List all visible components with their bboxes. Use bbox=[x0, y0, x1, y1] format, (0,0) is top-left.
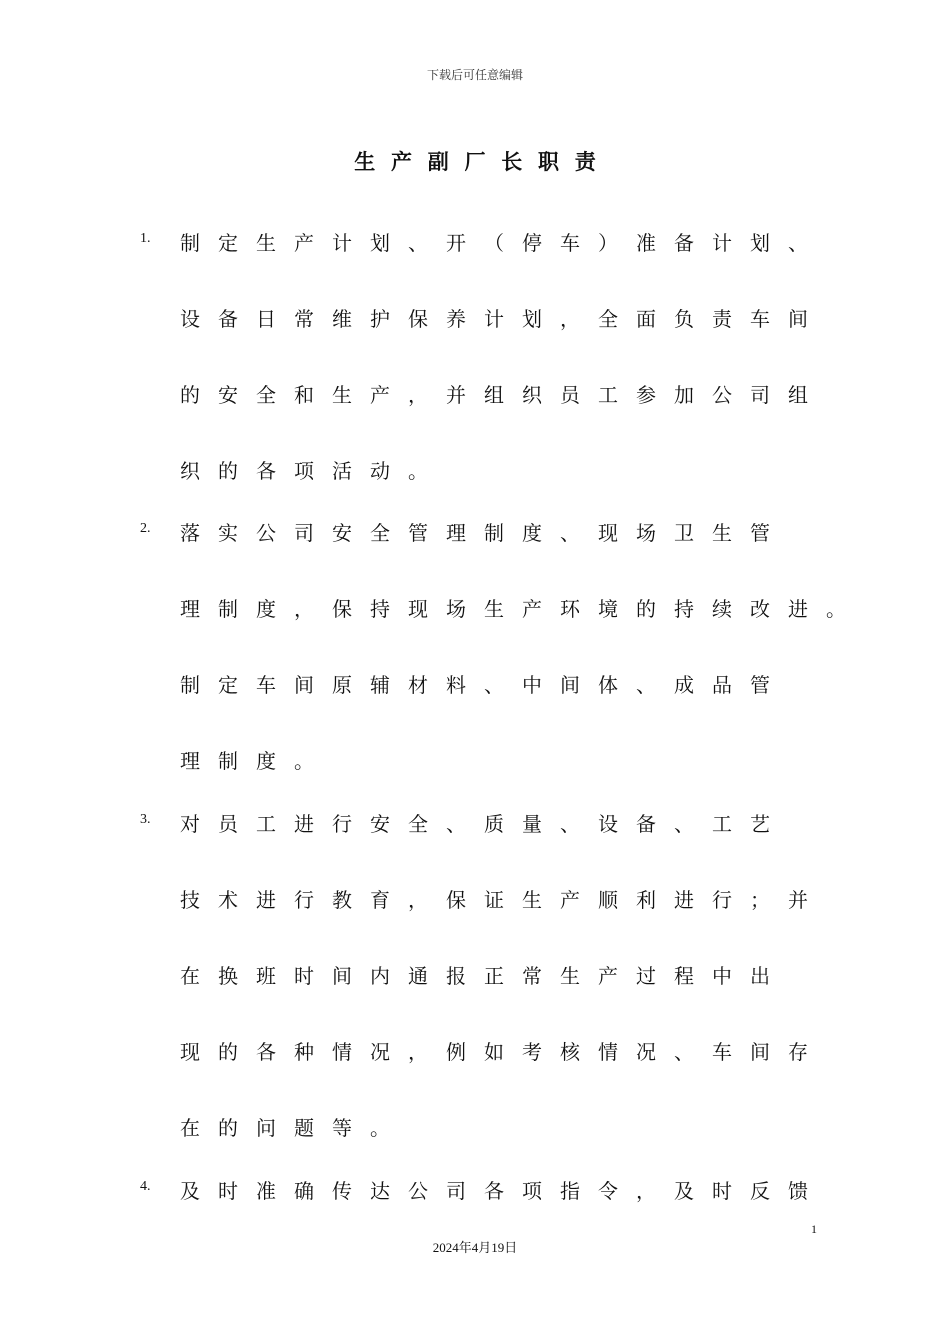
item-number: 3. bbox=[140, 812, 151, 827]
item-number: 2. bbox=[140, 521, 151, 536]
item-number: 4. bbox=[140, 1179, 151, 1194]
item-line: 的安全和生产，并组织员工参加公司组 bbox=[180, 383, 826, 407]
item-line: 理制度，保持现场生产环境的持续改进。 bbox=[180, 597, 864, 621]
item-line: 在换班时间内通报正常生产过程中出 bbox=[180, 964, 788, 988]
item-line: 及时准确传达公司各项指令，及时反馈 bbox=[180, 1179, 826, 1203]
item-line: 对员工进行安全、质量、设备、工艺 bbox=[180, 812, 788, 836]
page-footer-date: 2024年4月19日 bbox=[432, 1240, 518, 1255]
item-line: 理制度。 bbox=[180, 749, 332, 773]
item-line: 技术进行教育，保证生产顺利进行；并 bbox=[180, 888, 826, 912]
page-number: 1 bbox=[811, 1222, 817, 1236]
item-line: 在的问题等。 bbox=[180, 1116, 408, 1140]
document-title: 生产副厂长职责 bbox=[354, 149, 612, 174]
item-line: 制定车间原辅材料、中间体、成品管 bbox=[180, 673, 788, 697]
item-number: 1. bbox=[140, 231, 151, 246]
page-header: 下载后可任意编辑 bbox=[426, 68, 523, 82]
item-line: 现的各种情况，例如考核情况、车间存 bbox=[180, 1040, 826, 1064]
item-line: 制定生产计划、开（停车）准备计划、 bbox=[180, 231, 826, 255]
item-line: 设备日常维护保养计划，全面负责车间 bbox=[180, 307, 826, 331]
item-line: 落实公司安全管理制度、现场卫生管 bbox=[180, 521, 788, 545]
item-line: 织的各项活动。 bbox=[180, 459, 446, 483]
